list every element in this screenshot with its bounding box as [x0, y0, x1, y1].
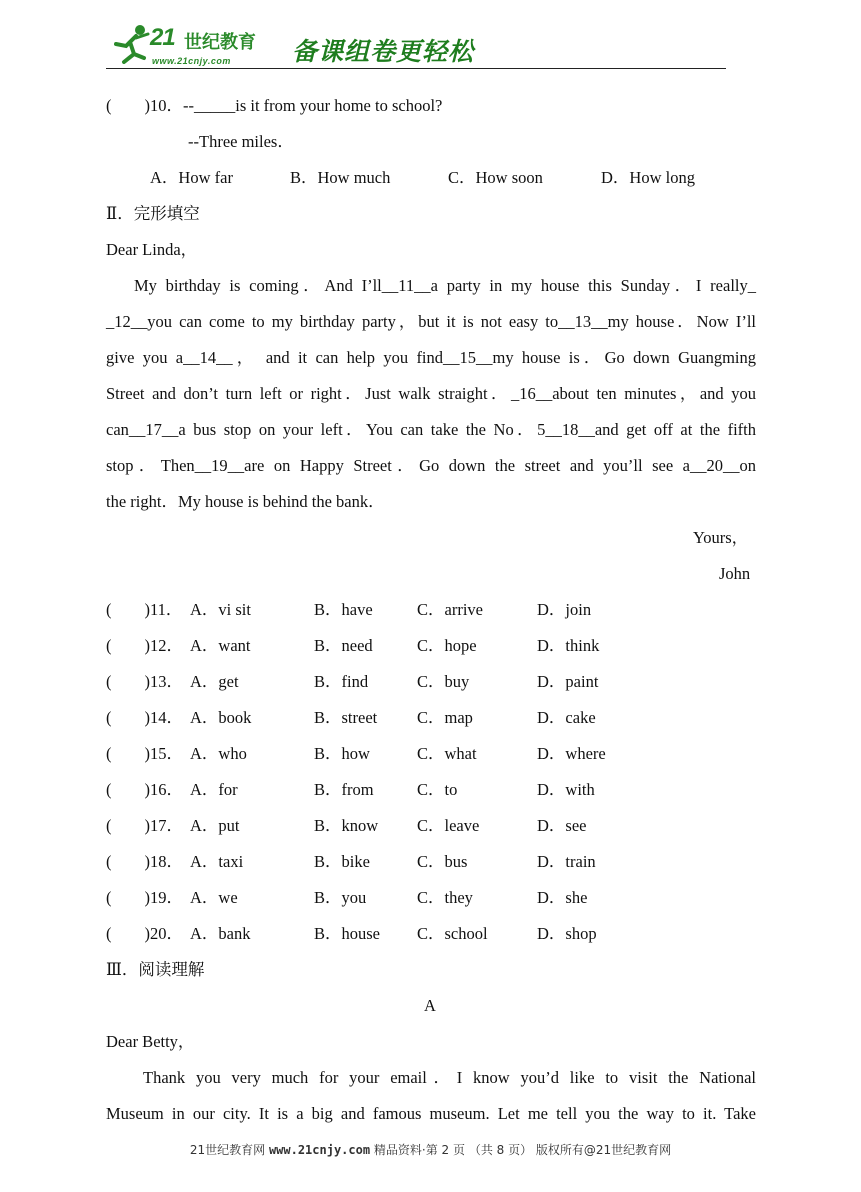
q10-option-c: C．How soon [448, 168, 543, 187]
section2-salutation: Dear Linda， [106, 240, 198, 259]
question-option-c: C．school [417, 924, 488, 943]
page-footer [0, 1141, 861, 1158]
question-option-a: A．for [190, 780, 238, 799]
question-option-d: D．see [537, 816, 587, 835]
q10-option-b: B．How much [290, 168, 391, 187]
question-option-a: A．taxi [190, 852, 244, 871]
cloze-line-4: Street and don’t turn left or right．Just walk straight．_16__about ten minutes，and you [106, 384, 756, 403]
question-option-c: C．what [417, 744, 477, 763]
section3-title: Ⅲ．阅读理解 [106, 960, 205, 979]
question-option-a: A．put [190, 816, 240, 835]
question-option-a: A．vi sit [190, 600, 251, 619]
question-option-b: B．from [314, 780, 374, 799]
question-option-b: B．have [314, 600, 373, 619]
question-option-d: D．where [537, 744, 606, 763]
question-option-b: B．know [314, 816, 379, 835]
question-option-b: B．find [314, 672, 369, 691]
question-option-b: B．street [314, 708, 378, 727]
cloze-line-2: _12__you can come to my birthday party，but it is not easy to__13__my house．Now I’ll [106, 312, 756, 331]
letter-signature: John [719, 564, 751, 583]
passage-line-1: Thank you very much for your email．I know you’d like to visit the National [143, 1068, 756, 1087]
question-option-c: C．to [417, 780, 458, 799]
q10-answer-line: --Three miles． [188, 132, 294, 151]
question-option-d: D．with [537, 780, 595, 799]
question-number: ( )17． [106, 816, 183, 835]
q10-option-a: A．How far [150, 168, 233, 187]
q10-stem: ( )10．--_____is it from your home to school? [106, 96, 443, 115]
question-option-a: A．get [190, 672, 239, 691]
footer-site: 21世纪教育网 [189, 1143, 266, 1157]
logo-url: www.21cnjy.com [152, 56, 231, 66]
question-option-c: C．buy [417, 672, 470, 691]
question-option-a: A．want [190, 636, 251, 655]
question-option-b: B．you [314, 888, 367, 907]
question-option-c: C．arrive [417, 600, 483, 619]
passage-line-2: Museum in our city. It is a big and famous museum. Let me tell you the way to it. Take [106, 1104, 756, 1123]
question-option-c: C．leave [417, 816, 480, 835]
question-option-c: C．hope [417, 636, 477, 655]
cloze-line-7: the right．My house is behind the bank． [106, 492, 385, 511]
page-header [106, 18, 726, 70]
question-number: ( )15． [106, 744, 183, 763]
question-option-b: B．how [314, 744, 370, 763]
question-number: ( )20． [106, 924, 183, 943]
question-number: ( )13． [106, 672, 183, 691]
question-option-d: D．she [537, 888, 588, 907]
header-slogan: 备课组卷更轻松 [292, 37, 475, 66]
question-option-d: D．join [537, 600, 592, 619]
question-option-c: C．they [417, 888, 473, 907]
question-number: ( )12． [106, 636, 183, 655]
question-option-d: D．shop [537, 924, 597, 943]
cloze-line-3: give you a__14__， and it can help you find__15__my house is．Go down Guangming [106, 348, 756, 367]
question-option-b: B．bike [314, 852, 370, 871]
question-number: ( )18． [106, 852, 183, 871]
question-option-a: A．bank [190, 924, 251, 943]
question-option-c: C．map [417, 708, 473, 727]
question-option-a: A．we [190, 888, 238, 907]
cloze-line-1: My birthday is coming．And I’ll__11__a party in my house this Sunday．I really_ [134, 276, 756, 295]
footer-page-info: 精品资料·第 2 页 （共 8 页） 版权所有@21世纪教育网 [373, 1143, 672, 1157]
question-option-d: D．think [537, 636, 600, 655]
runner-logo-icon [110, 24, 154, 64]
passage-label: A [424, 996, 436, 1015]
header-divider [106, 68, 726, 69]
question-option-b: B．need [314, 636, 373, 655]
question-option-d: D．paint [537, 672, 599, 691]
question-number: ( )16． [106, 780, 183, 799]
logo-text: 世纪教育 [184, 32, 256, 53]
question-option-d: D．cake [537, 708, 596, 727]
letter-closing: Yours， [693, 528, 749, 547]
question-number: ( )11． [106, 600, 183, 619]
question-option-a: A．who [190, 744, 247, 763]
section2-title: Ⅱ．完形填空 [106, 204, 200, 223]
question-number: ( )19． [106, 888, 183, 907]
question-option-b: B．house [314, 924, 380, 943]
q10-option-d: D．How long [601, 168, 695, 187]
cloze-line-6: stop．Then__19__are on Happy Street．Go down the street and you’ll see a__20__on [106, 456, 756, 475]
question-number: ( )14． [106, 708, 183, 727]
section3-salutation: Dear Betty， [106, 1032, 195, 1051]
question-option-d: D．train [537, 852, 596, 871]
question-option-c: C．bus [417, 852, 468, 871]
question-option-a: A．book [190, 708, 252, 727]
footer-url[interactable]: www.21cnjy.com [268, 1143, 371, 1157]
logo-number: 21 [150, 24, 175, 51]
cloze-line-5: can__17__a bus stop on your left．You can take the No．5__18__and get off at the fifth [106, 420, 756, 439]
